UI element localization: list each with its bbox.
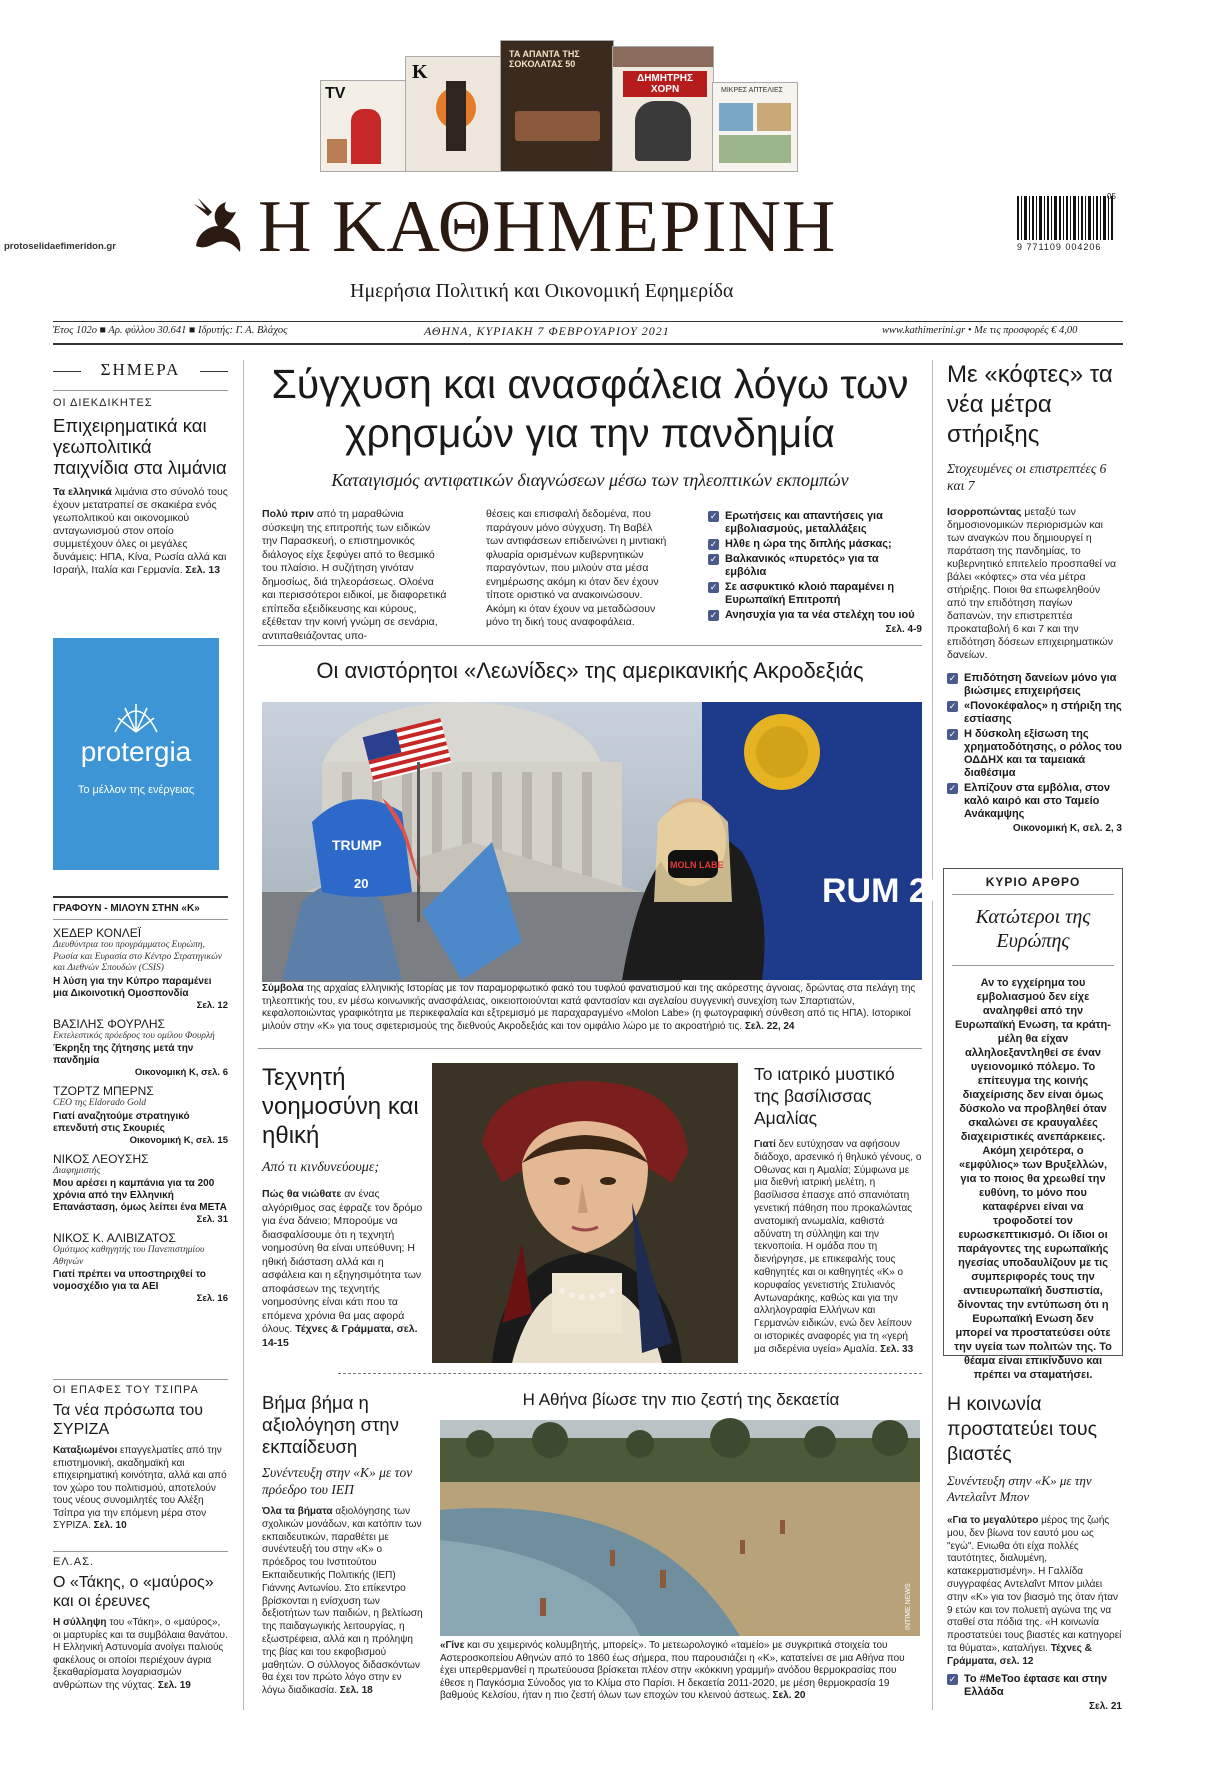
right-story-2 <box>947 1392 1122 1712</box>
s3-body: Η σύλληψη του «Τάκη», ο «μαύρος», οι μαρτυρίες και τα συμβόλαια θανάτου. Η Ελληνική Αστυνομία ανοίγει παλιούς φακέλους οι οποίοι περιέχουν άγρια ξεκαθαρίσματα λογαριασμών ανθρώπων της νύχτας. Σελ. 19 <box>53 1617 228 1691</box>
amalia-body: Γιατί δεν ευτύχησαν να αφήσουν διάδοχο, αρσενικό ή θηλυκό γένους, ο Οθωνας και η Αμαλία; Σύμφωνα με μια διεθνή ιατρική μελέτη, η βασίλισσα έπασχε από σπανιότατη γενετική πάθηση που προκαλώντας ανατομική ανωμαλία, καθιστά αδύνατη τη σύλληψη και την τεκνοποιία. Η ομάδα που τη διενήργησε, με επικεφαλής τους καθηγητές και οι καθηγητές «Κ» ο κορυφαίος γενετιστής Στυλιανός Αντωναράκης, καθώς και για την αλληλογραφία Ελλήνων και Γερμανών ειδικών, ενώ δεν λείπουν οι ιστορικές αναφορές για τη «γερή μα σιδερένια υγεία» Αμαλία. Σελ. 33 <box>754 1139 922 1355</box>
writers-list <box>53 926 228 1304</box>
barcode-number: 9 771109 004206 <box>1017 242 1102 252</box>
r2-title[interactable]: Η κοινωνία προστατεύει τους βιαστές <box>947 1393 1097 1465</box>
ai-body: Πώς θα νιώθατε αν ένας αλγόριθμος σας έφραζε τον δρόμο για ένα δάνειο; Μπορούμε να διασφαλίσουμε ότι η τεχνητή νοημοσύνη θα είναι υπεύθυνη; Η ηθική διάσταση αλλά και η ασφάλεια και η εξηγησιμότητα των αποφάσεων της τεχνητής νοημοσύνης είναι κάτι που τα επόμενα χρόνια θα μας αφορά όλους. Τέχνες & Γράμματα, σελ. 14-15 <box>262 1188 423 1349</box>
check-item[interactable]: ✓ Σε ασφυκτικό κλοιό παραμένει η Ευρωπαϊκή Επιτροπή <box>709 581 895 606</box>
lead-checks-page: Σελ. 4-9 <box>885 624 922 635</box>
edu-body: Όλα τα βήματα αξιολόγησης των σχολικών μονάδων, και κατόπιν των εκπαιδευτικών, παραθέτει με συνέντευξή του στην «Κ» ο πρόεδρος του Ινστιτούτου Εκπαιδευτικής Πολιτικής (ΙΕΠ) Γιάννης Αντωνίου. Στο επίκεντρο βρίσκονται η ενίσχυση των δεξιοτήτων των παιδιών, η βελτίωση της παιδαγωγικής λειτουργίας, η εξωστρέφεια, αλλά και η πρόληψη της βίας και του εκφοβισμού μαθητών. Ο σύλλογος διδασκόντων θα έχει τον πρώτο λόγο στην εν λόγω διαδικασία. Σελ. 18 <box>262 1506 423 1697</box>
magazine-horn[interactable]: ΔΗΜΗΤΡΗΣ ΧΟΡΝ <box>612 46 714 172</box>
s2-body: Καταξιωμένοι επαγγελματίες από την επιστημονική, ακαδημαϊκή και επιχειρηματική κοινότητα, αλλά και από τον χώρο του πολιτισμού, αποτελούν τους νέους συνομιλητές του Αλέξη Τσίπρα για την επόμενη μέρα στον ΣΥΡΙΖΑ. Σελ. 10 <box>53 1445 227 1531</box>
r2-subtitle: Συνέντευξη στην «Κ» με την Αντελαΐντ Μπον <box>947 1473 1092 1504</box>
check-icon: ✓ <box>709 582 718 592</box>
photo-headline[interactable]: Οι ανιστόρητοι «Λεωνίδες» της αμερικανικής Ακροδεξιάς <box>316 658 864 683</box>
r1-page: Οικονομική Κ, σελ. 2, 3 <box>1012 823 1122 834</box>
check-icon: ✓ <box>709 554 718 564</box>
ad-brand: protergia <box>80 736 192 767</box>
writer-role: CEO της Eldorado Gold <box>53 1098 146 1108</box>
lead-subtitle: Καταιγισμός αντιφατικών διαγνώσεων μέσω των τηλεοπτικών εκπομπών <box>331 470 849 490</box>
svg-text:TRUMP: TRUMP <box>332 837 382 853</box>
amalia-portrait <box>432 1063 738 1363</box>
amalia-title[interactable]: Το ιατρικό μυστικό της βασίλισσας Αμαλίας <box>754 1064 895 1128</box>
writer-item[interactable] <box>53 1084 228 1146</box>
protergia-ad[interactable] <box>53 638 219 870</box>
ai-story <box>262 1063 424 1350</box>
writer-page: Οικονομική Κ, σελ. 6 <box>134 1067 228 1078</box>
edu-subtitle: Συνέντευξη στην «Κ» με τον πρόεδρο του ΙΕΠ <box>262 1465 413 1497</box>
barcode <box>1017 192 1127 260</box>
today-label: ΣΗΜΕΡΑ <box>53 360 228 380</box>
writers-box <box>53 896 228 1304</box>
svg-text:RUM 2020: RUM 2020 <box>822 872 985 910</box>
r2-check[interactable]: ✓ Το #MeToo έφτασε και στην Ελλάδα <box>948 1672 1108 1698</box>
check-item[interactable]: ✓ Επιδότηση δανείων μόνο για βιώσιμες επιχειρήσεις <box>948 672 1117 697</box>
s2-kicker: ΟΙ ΕΠΑΦΕΣ ΤΟΥ ΤΣΙΠΡΑ <box>53 1384 199 1396</box>
magazine-chocolate[interactable]: ΤΑ ΑΠΑΝΤΑ ΤΗΣ ΣΟΚΟΛΑΤΑΣ 50 <box>500 40 614 172</box>
watermark: protoselidaefimeridon.gr <box>4 241 116 252</box>
heat-headline[interactable]: Η Αθήνα βίωσε την πιο ζεστή της δεκαετία <box>522 1390 840 1409</box>
magazine-strip <box>320 49 860 170</box>
griffin-logo-icon <box>188 196 248 258</box>
magazine-tv[interactable]: TV <box>320 80 407 172</box>
ai-title[interactable]: Τεχνητή νοημοσύνη και ηθική <box>262 1064 419 1149</box>
s1-kicker: ΟΙ ΔΙΕΚΔΙΚΗΤΕΣ <box>53 397 153 409</box>
lead-headline[interactable]: Σύγχυση και ανασφάλεια λόγω των χρησμών για την πανδημία <box>271 361 909 456</box>
edu-story <box>262 1392 424 1698</box>
editorial-title[interactable]: Κατώτεροι της Ευρώπης <box>975 906 1091 952</box>
right-story-1 <box>947 360 1122 834</box>
magazine-small[interactable]: ΜΙΚΡΕΣ ΑΠΤΕΛΙΕΣ <box>712 82 798 172</box>
masthead-subtitle: Ημερήσια Πολιτική και Οικονομική Εφημερίδα <box>350 280 734 302</box>
check-icon: ✓ <box>948 729 957 739</box>
writer-name: ΝΙΚΟΣ ΛΕΟΥΣΗΣ <box>53 1151 149 1166</box>
writer-role: Εκτελεστικός πρόεδρος του ομίλου Φουρλή <box>53 1030 215 1041</box>
check-icon: ✓ <box>709 511 718 521</box>
writers-label: ΓΡΑΦΟΥΝ - ΜΙΛΟΥΝ ΣΤΗΝ «Κ» <box>53 903 200 914</box>
writer-headline: Γιατί αναζητούμε στρατηγικό επενδυτή στις Σκουριές <box>53 1110 190 1134</box>
left-story-3 <box>53 1551 228 1692</box>
r1-body: Ισορροπώντας μεταξύ των δημοσιονομικών περιορισμών και των αναγκών που δημιουργεί η παράταση της πανδημίας, το κυβερνητικό επιτελείο προσπαθεί να βάλει «κόφτες» στα νέα μέτρα στήριξης. Ποιοι θα επωφεληθούν από την επιδότηση παγίων δαπανών, την επιστρεπτέα προκαταβολή 6 και 7 και την επιδότηση δόσεων επιχειρηματικών δανείων. <box>947 506 1117 661</box>
writer-role: Ομότιμος καθηγητής του Πανεπιστημίου Αθηνών <box>53 1245 205 1267</box>
writer-name: ΝΙΚΟΣ Κ. ΑΛΙΒΙΖΑΤΟΣ <box>53 1231 176 1245</box>
writer-page: Σελ. 16 <box>196 1293 228 1304</box>
heat-caption: «Γίνε και συ χειμερινός κολυμβητής, μπορείς». Το μετεωρολογικό «ταμείο» με συγκριτικά στοιχεία του Αστεροσκοπείου Αθηνών από το 1860 έως σήμερα, που παρουσιάζει η «Κ», κατατείνει σε μια Αθήνα που έχει υπερθερμανθεί η πρωτεύουσα βρίσκεται πλέον στην «κόκκινη γραμμή» ανόδου θερμοκρασίας που έθεσε η Παγκόσμια Σύνοδος για το Κλίμα στο Παρίσι. Η δεκαετία 2011-2020, με μέση θερμοκρασία 19 βαθμούς Κελσίου, ήταν η πιο ζεστή όλων των εποχών του κλεινού άστεως. Σελ. 20 <box>440 1640 905 1701</box>
check-icon: ✓ <box>948 701 957 711</box>
date-line: ΑΘΗΝΑ, ΚΥΡΙΑΚΗ 7 ΦΕΒΡΟΥΑΡΙΟΥ 2021 <box>424 324 670 338</box>
check-item[interactable]: ✓ Ελπίζουν στα εμβόλια, στον καλό καιρό και στο Ταμείο Ανάκαμψης <box>948 782 1111 820</box>
writer-role: Διευθύντρια του προγράμματος Ευρώπη, Ρωσία και Ευρασία στο Κέντρο Στρατηγικών και Διεθνών Σπουδών (CSIS) <box>53 940 222 973</box>
writer-page: Σελ. 31 <box>196 1214 228 1225</box>
photo-caption: Σύμβολα της αρχαίας ελληνικής Ιστορίας με τον παραμορφωτικό φακό του τυφλού φανατισμού και της ακόρεστης άγνοιας, δρώντας στα πελάγη της τηλεοπτικής του, εν μέσω κοινωνικής ανασφάλειας, οικειοποιούνται κατά φαντασίαν και αγελαίου συγγενική συνεχίση των Σπαρτιατών, κεφαλοποιώντας γραφικότητα με περικεφαλαία και εξτρεμισμό με παραχαραγμένο «Molon Labe» (η φωτογραφική σύνθεση από τις ΗΠΑ). Ιστορικοί μιλούν στην «Κ» για τους σφετερισμούς της διεθνούς Ακροδεξιάς και τον ομφάλιο λώρο με το ακροατήριό τις. Σελ. 22, 24 <box>262 983 916 1032</box>
editorial-body: Αν το εγχείρημα του εμβολιασμού δεν είχε αναληφθεί από την Ευρωπαϊκή Ενωση, τα κράτη-μέλη θα είχαν αλληλοεξαντληθεί σε έναν υγειονομικό πόλεμο. Το επίτευγμα της κοινής διαχείρισης δεν είναι όμως δύσκολο να προβληθεί όταν σκαλώνει σε κραυγαλέες διαχειριστικές ανεπάρκειες. Ακόμη χειρότερα, ο «εμφύλιος» των Βρυξελλών, για το ποιος θα χρεωθεί την ευθύνη, το μόνο που καταφέρνει είναι να τροφοδοτεί τον ευρωσκεπτικισμό. Οι ίδιοι οι παράγοντες της ευρωπαϊκής ηγεσίας υποδαυλίζουν με τις συμπεριφορές τους την αντιευρωπαϊκή δυσπιστία, δίνοντας την εντύπωση ότι η Ευρωπαϊκή Ενωση δεν μπορεί να προστατεύσει ούτε την υγεία των πολιτών της. Το θέαμα είναι επικίνδυνο και πρέπει να σταματήσει. <box>954 977 1112 1381</box>
check-item[interactable]: ✓ Ανησυχία για τα νέα στελέχη του ιού <box>709 609 915 621</box>
s1-title[interactable]: Επιχειρηματικά και γεωπολιτικά παιχνίδια στα λιμάνια <box>53 415 227 478</box>
left-story-2 <box>53 1379 228 1533</box>
writer-headline: Έκρηξη της ζήτησης μετά την πανδημία <box>53 1043 194 1066</box>
check-icon: ✓ <box>948 783 957 793</box>
editorial-label: ΚΥΡΙΟ ΑΡΘΡΟ <box>985 875 1081 889</box>
amalia-story <box>754 1063 922 1357</box>
check-item[interactable]: ✓ Η δύσκολη εξίσωση της χρηματοδότησης, ο ρόλος του ΟΔΔΗΧ και τα ταμειακά διαθέσιμα <box>948 728 1122 779</box>
ai-subtitle: Από τι κινδυνεύουμε; <box>262 1160 380 1175</box>
check-icon: ✓ <box>948 673 957 683</box>
s3-kicker: ΕΛ.ΑΣ. <box>53 1556 94 1568</box>
writer-item[interactable] <box>53 926 228 1011</box>
s1-body: Τα ελληνικά λιμάνια στο σύνολό τους έχουν μετατραπεί σε σκακιέρα ενός γεωπολιτικού και οικονομικού ανταγωνισμού στον οποίο συμμετέχουν όλες οι μεγάλες δυνάμεις: ΗΠΑ, Κίνα, Ρωσία αλλά και Ισραήλ, Ιταλία και Γερμανία. Σελ. 13 <box>53 486 228 576</box>
svg-text:MOLN LABE: MOLN LABE <box>670 860 724 870</box>
website-price: www.kathimerini.gr • Με τις προσφορές € 4,00 <box>882 325 1078 336</box>
writer-name: ΧΕΔΕΡ ΚΟΝΛΕΪ <box>53 926 142 940</box>
r2-body: «Για το μεγαλύτερο μέρος της ζωής μου, δεν βίωνα τον εαυτό μου ως "εγώ". Ενιωθα ότι είχα πολλές ταυτότητες, διαλυμένη, κατακερματισμένη». Η Γαλλίδα συγγραφέας Αντελαΐντ Μπον μιλάει στην «Κ» για τον βιασμό της όταν ήταν 9 ετών και τον πολυετή αγώνα της να σταθεί στα πόδια της. «Η κοινωνία προστατεύει τους βιαστές και κατηγορεί τα θύματα», καταλήγει. Τέχνες & Γράμματα, σελ. 12 <box>947 1515 1122 1667</box>
magazine-k[interactable]: K <box>405 56 502 172</box>
check-item[interactable]: ✓ Ερωτήσεις και απαντήσεις για εμβολιασμούς, μεταλλάξεις <box>709 510 883 535</box>
writer-headline: Η λύση για την Κύπρο παραμένει μια Δικοινοτική Ομοσπονδία <box>53 975 212 999</box>
svg-text:INTIME NEWS: INTIME NEWS <box>905 1583 912 1630</box>
edu-title[interactable]: Βήμα βήμα η αξιολόγηση στην εκπαίδευση <box>262 1392 399 1457</box>
lead-col-2: θέσεις και επισφαλή δεδομένα, που παράγουν μόνο σύγχυση. Τη Βαβέλ των αντιφάσεων επιδεινώνει η μιντιακή φλυαρία ορισμένων κυβερνητικών παραγόντων, που μιλούν στα μέσα ενημέρωσης ακόμη κι όταν δεν έχουν τίποτε οριστικό να ανακοινώσουν. Ακόμη κι όταν έχουν να μεταδώσουν μόνο τη δική τους αναφοφάλεια. <box>486 508 667 628</box>
check-item[interactable]: ✓ «Πονοκέφαλος» η στήριξη της εστίασης <box>948 700 1122 725</box>
shell-logo-icon <box>113 700 159 734</box>
writer-role: Διαφημιστής <box>53 1165 101 1176</box>
writer-headline: Γιατί πρέπει να υποστηριχθεί το νομοσχέδιο για τα ΑΕΙ <box>53 1269 206 1292</box>
writer-page: Σελ. 12 <box>196 999 228 1011</box>
check-icon: ✓ <box>948 1673 957 1684</box>
writer-item[interactable] <box>53 1231 228 1304</box>
writer-item[interactable] <box>53 1152 228 1226</box>
ad-tagline: Το μέλλον της ενέργειας <box>77 784 195 796</box>
svg-text:20: 20 <box>354 876 369 891</box>
writer-item[interactable] <box>53 1017 228 1079</box>
r1-title[interactable]: Με «κόφτες» τα νέα μέτρα στήριξης <box>947 361 1113 448</box>
writer-headline: Μου αρέσει η καμπάνια για τα 200 χρόνια από την Ελληνική Επανάσταση, όμως λείπει ένα ΜΕΤΑ <box>53 1178 227 1213</box>
lead-col-1: Πολύ πριν από τη μαραθώνια σύσκεψη της επιτροπής των ειδικών την Παρασκευή, ο επιστημονικός διάλογος είχε ξεφύγει από το θεσμικό του πλαίσιο. Η συζήτηση γινόταν δημοσίως, διά τηλεοράσεως. Ολοένα και περισσότεροι ειδικοί, με διαφορετικά επίπεδα εξειδίκευσης και κύρους, εξέθεταν την κοινή γνώμη σε σενάρια, αντιπαθειάζοντας υπο- <box>262 508 447 642</box>
check-icon: ✓ <box>709 610 718 620</box>
writer-name: ΤΖΟΡΤΖ ΜΠΕΡΝΣ <box>53 1084 154 1098</box>
r1-subtitle: Στοχευμένες οι επιστρεπτέες 6 και 7 <box>947 461 1107 493</box>
s2-title[interactable]: Τα νέα πρόσωπα του ΣΥΡΙΖΑ <box>53 1402 203 1438</box>
beach-photo <box>440 1420 920 1636</box>
writer-name: ΒΑΣΙΛΗΣ ΦΟΥΡΛΗΣ <box>53 1016 165 1031</box>
masthead-title: Η ΚΑΘΗΜΕΡΙΝΗ <box>258 186 837 268</box>
left-column <box>53 360 228 577</box>
check-item[interactable]: ✓ Ηλθε η ώρα της διπλής μάσκας; <box>709 538 892 550</box>
issue-meta: Έτος 102ο ■ Αρ. φύλλου 30.641 ■ Ιδρυτής: Γ. Α. Βλάχος <box>53 325 288 336</box>
s3-title[interactable]: Ο «Τάκης, ο «μαύρος» και οι έρευνες <box>53 1574 214 1610</box>
r2-page: Σελ. 21 <box>1089 1700 1122 1712</box>
capitol-photo <box>262 702 985 980</box>
lead-checklist <box>708 510 922 635</box>
check-icon: ✓ <box>709 539 718 549</box>
barcode-issue: 05 <box>1107 192 1116 201</box>
check-item[interactable]: ✓ Βαλκανικός «πυρετός» για τα εμβόλια <box>709 553 879 578</box>
writer-page: Οικονομική Κ, σελ. 15 <box>129 1134 228 1146</box>
editorial-box <box>943 868 1123 1381</box>
